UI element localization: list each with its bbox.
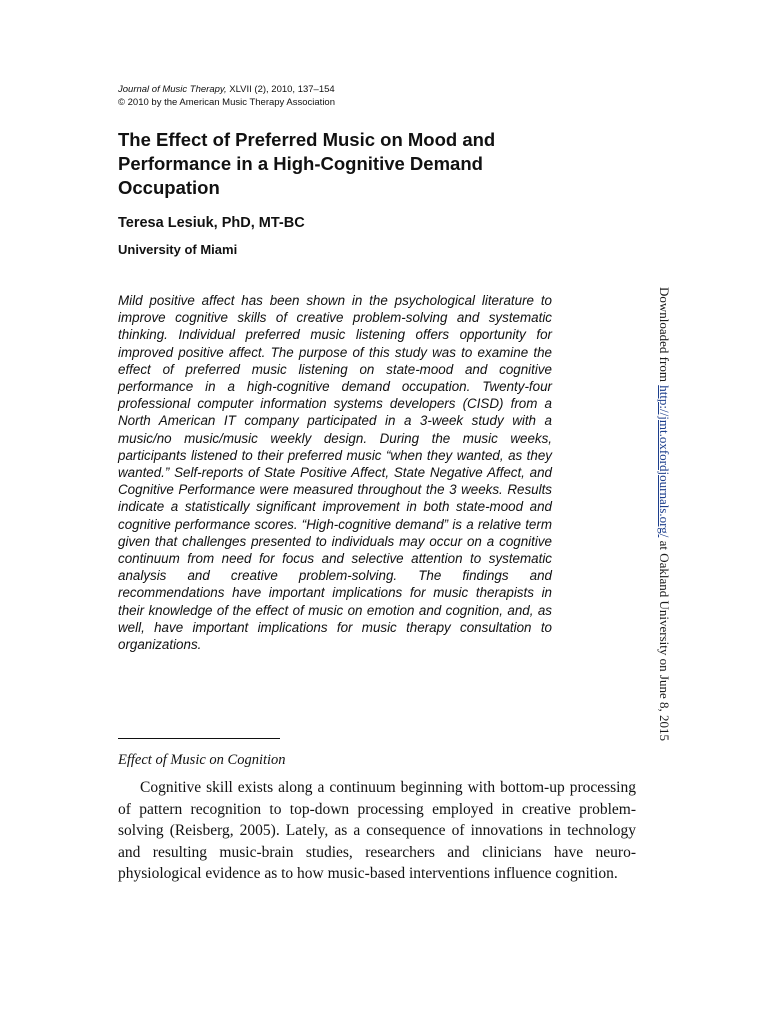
article-title: The Effect of Preferred Music on Mood and Performance in a High-Cognitive Demand Occupation bbox=[118, 129, 496, 198]
copyright-line: © 2010 by the American Music Therapy Association bbox=[118, 96, 335, 108]
journal-url-link[interactable]: http://jmt.oxfordjournals.org/ bbox=[657, 385, 672, 538]
download-notice bbox=[656, 284, 672, 744]
download-notice-prefix: Downloaded from bbox=[657, 287, 672, 386]
journal-line bbox=[118, 84, 538, 97]
journal-citation bbox=[118, 84, 538, 109]
journal-name: Journal of Music Therapy, bbox=[118, 84, 227, 95]
journal-details: XLVII (2), 2010, 137–154 bbox=[226, 84, 335, 95]
author-affiliation: University of Miami bbox=[118, 242, 238, 257]
section-divider bbox=[118, 738, 280, 739]
author-name: Teresa Lesiuk, PhD, MT-BC bbox=[118, 215, 305, 231]
abstract: Mild positive affect has been shown in the psychological literature to improve cognitive skills of creative problem-solving and systematic thinking. Individual preferred music listening offers opportunity for improved positive affect. The purpose of this study was to examine the effect of preferred music listening on state-mood and cognitive performance in a high-cognitive demand occupation. Twenty-four professional computer information systems developers (CISD) from a North American IT company participated in a 3-week study with a music/no music/music weekly design. During the music weeks, participants listened to their preferred music “when they wanted, as they wanted.” Self-reports of State Positive Affect, State Negative Affect, and Cognitive Performance were measured throughout the 3 weeks. Results indicate a statistically significant improvement in both state-mood and cognitive performance scores. “High-cognitive demand” is a relative term given that challenges presented to individuals may occur on a cognitive continuum from need for focus and selective attention to systematic analysis and creative problem-solving. The findings and recommendations have important implications for music therapists in their knowledge of the effect of music on emotion and cognition, and, as well, have important implications for music therapy consultation to organizations. bbox=[118, 293, 552, 653]
download-notice-suffix: at Oakland University on June 8, 2015 bbox=[657, 537, 672, 741]
section-heading: Effect of Music on Cognition bbox=[118, 752, 286, 768]
body-paragraph: Cognitive skill exists along a continuum beginning with bottom-up processing of pattern recognition to top-down processing employed in creative problem-solving (Reisberg, 2005). Lately, as a consequence of innovations in technology and resulting music-brain studies, researchers and clinicians have neuro-physiological evidence as to how music-based interventions influence cognition. bbox=[118, 779, 636, 882]
